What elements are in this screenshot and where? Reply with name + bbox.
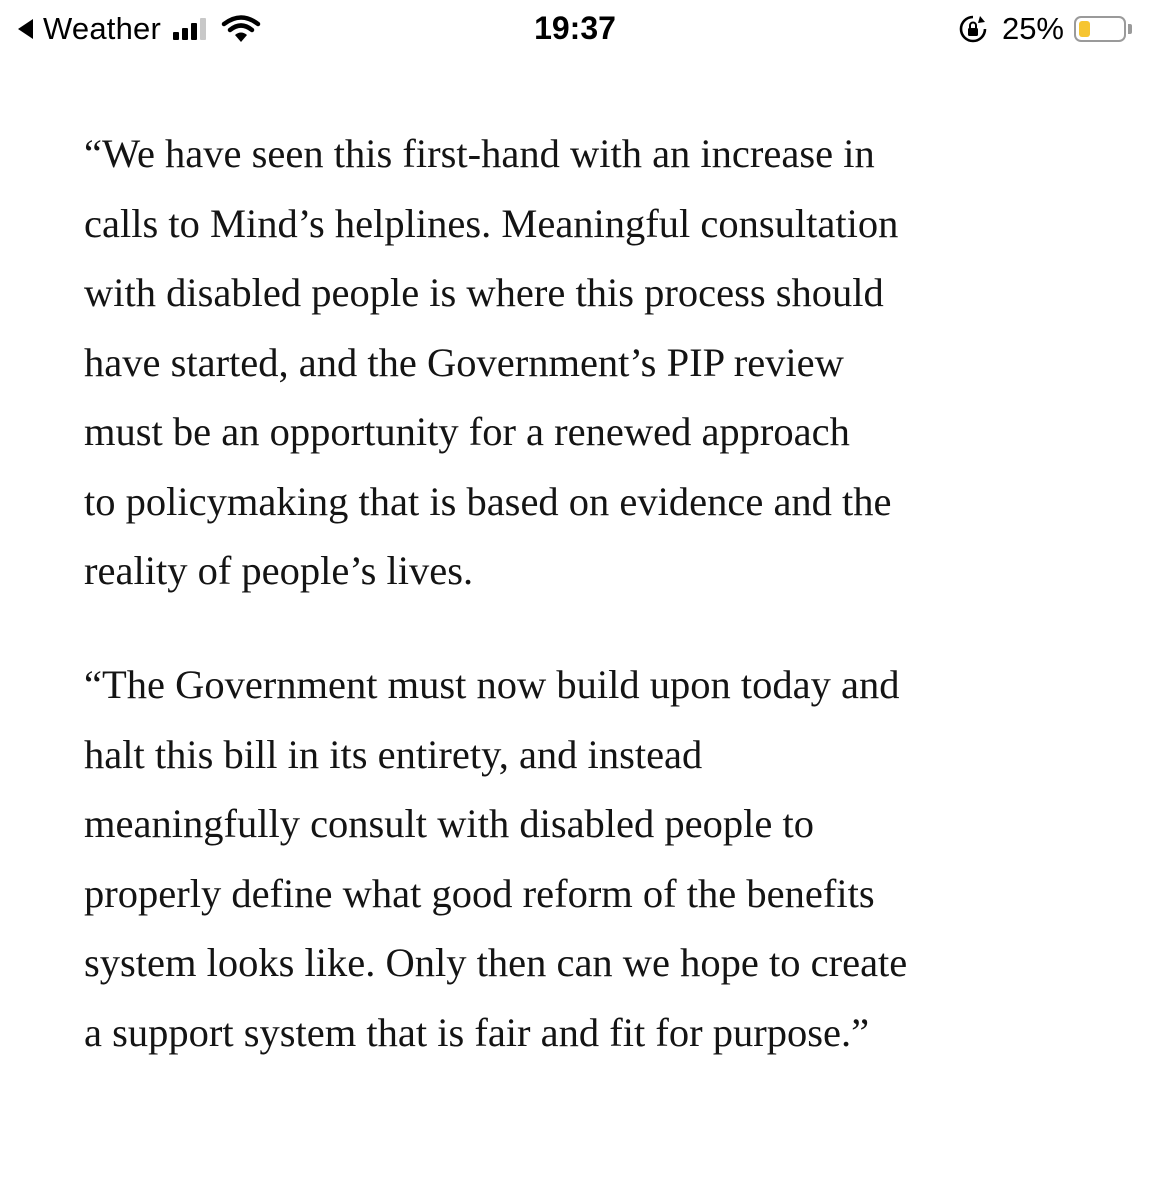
- text-line: reality of people’s lives.: [84, 548, 474, 593]
- status-right-group: [958, 10, 1132, 48]
- battery-tip: [1128, 24, 1132, 34]
- battery-percentage: 25%: [1001, 11, 1064, 46]
- text-line: system looks like. Only then can we hope to create: [84, 940, 908, 985]
- orientation-lock-icon: [958, 14, 988, 44]
- text-line: calls to Mind’s helplines. Meaningful consultation: [84, 200, 899, 246]
- quote-paragraph: [84, 650, 1084, 1067]
- text-line: with disabled people is where this process should: [84, 270, 884, 315]
- text-line: meaningfully consult with disabled people to: [84, 801, 814, 846]
- text-line: a support system that is fair and fit for purpose.”: [84, 1009, 870, 1055]
- text-line: must be an opportunity for a renewed approach: [84, 409, 850, 454]
- battery-level-fill: [1079, 21, 1090, 37]
- status-bar: [0, 0, 1150, 58]
- text-line: to policymaking that is based on evidence and the: [84, 478, 892, 524]
- quote-paragraph: [84, 119, 1084, 606]
- text-line: properly define what good reform of the benefits: [84, 870, 875, 916]
- text-line: “The Government must now build upon today and: [84, 662, 900, 707]
- back-app-label: Weather: [43, 11, 161, 46]
- clock-time: 19:37: [534, 10, 616, 46]
- battery-icon: [1074, 16, 1126, 42]
- text-line: halt this bill in its entirety, and instead: [84, 731, 703, 777]
- text-line: have started, and the Government’s PIP review: [84, 339, 844, 385]
- text-line: “We have seen this first-hand with an increase in: [84, 131, 875, 176]
